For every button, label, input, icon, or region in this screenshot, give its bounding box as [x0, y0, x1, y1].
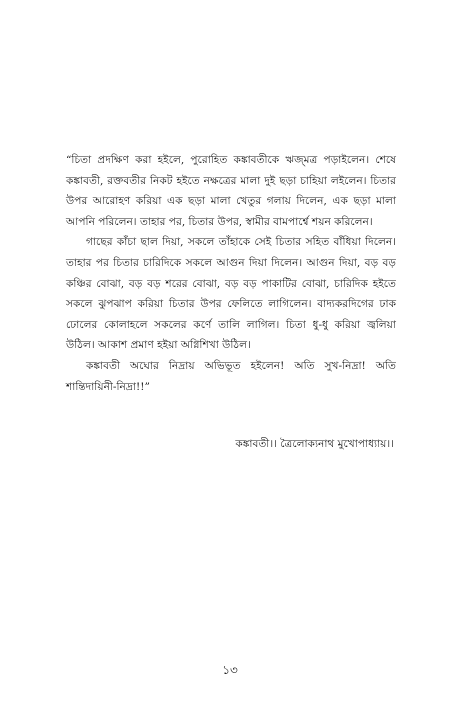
paragraph-3: কঙ্কাবতী অঘোর নিদ্রায় অভিভূত হইলেন! অতি সুখ-নিদ্রা! অতি শান্তিদায়িনী-নিদ্রা!!”: [66, 359, 396, 393]
paragraph-2: গাছের কাঁচা ছাল দিয়া, সকলে তাঁহাকে সেই চিতার সহিত বাঁধিয়া দিলেন। তাহার পর চিতার চারিদিকে সকলে আগুন দিয়া দিলেন। আগুন দিয়া, বড় বড় কঞ্চির বোঝা, বড় বড় শরের বোঝা, বড় বড় পাকাটির বোঝা, চারিদিক হইতে সকলে ঝুপঝাপ করিয়া চিতার উপর ফেলিতে লাগিলেন। বাদ্যকরদিগের ঢাক ঢোলের কোলাহলে সকলের কর্ণে তালি লাগিল। চিতা ধু-ধু করিয়া জ্বলিয়া উঠিল। আকাশ প্রমাণ হইয়া অগ্নিশিখা উঠিল।: [66, 236, 396, 352]
attribution: কঙ্কাবতী।। ত্রৈলোক্যনাথ মুখোপাধ্যায়।।: [235, 438, 394, 450]
paragraph-1: “চিতা প্রদক্ষিণ করা হইলে, পুরোহিত কঙ্কাবতীকে ঋজ্মত্র পড়াইলেন। শেষে কঙ্কাবতী, রক্তবতীর নিকট হইতে নক্ষত্রের মালা দুই ছড়া চাহিয়া লইলেন। চিতার উপর আরোহণ করিয়া এক ছড়া মালা খেতুর গলায় দিলেন, এক ছড়া মালা আপনি পরিলেন। তাহার পর, চিতার উপর, স্বামীর বামপার্শ্বে শয়ন করিলেন।: [66, 154, 396, 228]
page-number: ১৩: [222, 663, 238, 677]
body-text: [66, 150, 396, 397]
